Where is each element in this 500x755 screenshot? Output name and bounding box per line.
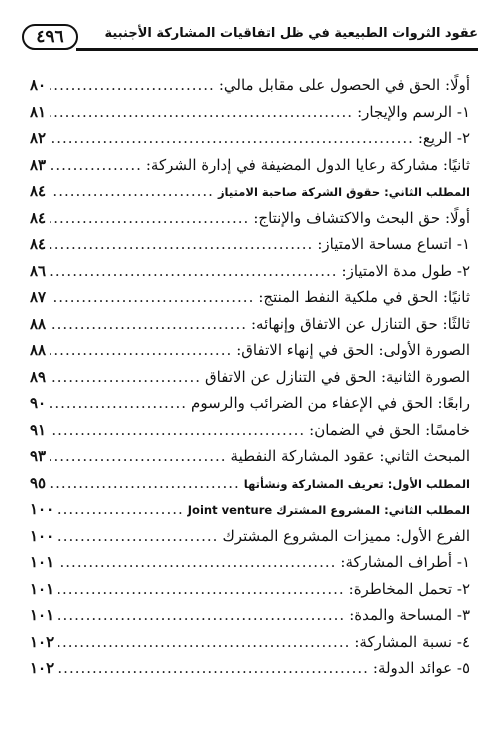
dot-leader [58,655,369,682]
toc-entry [30,496,470,523]
toc-entry [30,602,470,629]
toc-entry [30,205,470,232]
dot-leader [50,178,214,205]
toc-entry [30,99,470,126]
toc-entry [30,470,470,497]
toc-entry-page: ٩٣ [30,447,47,465]
dot-leader [58,602,345,629]
toc-entry-page: ٨٤ [30,235,47,253]
toc-entry-title: ٤- نسبة المشاركة: [354,632,470,651]
toc-entry-page: ٨٠ [30,76,47,94]
toc-entry [30,311,470,338]
toc-entry-title: ٥- عوائد الدولة: [372,659,470,677]
toc-entry-page: ٩٥ [30,473,47,492]
toc-entry-title: ٢- طول مدة الامتياز: [341,261,470,280]
toc-entry [30,549,470,576]
dot-leader [50,337,232,364]
toc-entry-page: ٨٣ [30,155,47,174]
toc-entry-title: المطلب الأول: تعريف المشاركة ونشأتها [243,476,470,491]
toc-entry [30,72,470,99]
toc-entry-page: ٩٠ [30,394,47,412]
dot-leader [50,99,353,126]
toc-entry-title: أولًا: الحق في الحصول على مقابل مالي: [218,76,470,94]
toc-entry-page: ٨٤ [30,182,47,200]
toc-entry [30,629,470,656]
toc-entry-title: ١- أطراف المشاركة: [340,553,470,571]
toc-entry-page: ٨٢ [30,129,47,147]
toc-entry-page: ٨٧ [30,288,47,306]
dot-leader [50,231,313,258]
dot-leader [50,364,201,391]
toc-entry-title: المطلب الثاني: حقوق الشركة صاحبة الامتياز [217,185,470,199]
toc-entry-page: ١٠١ [30,553,55,571]
page-number-badge: ٤٩٦ [22,24,78,50]
dot-leader [50,390,187,417]
dot-leader [50,470,240,497]
toc-entry-page: ٨١ [30,102,47,121]
toc-entry [30,576,470,603]
dot-leader [58,496,184,523]
toc-entry [30,152,470,179]
toc-entry-page: ٨٨ [30,314,47,333]
dot-leader [50,443,226,470]
toc-entry [30,125,470,152]
dot-leader [58,576,344,603]
dot-leader [50,205,249,232]
toc-entry-title: المطلب الثاني: المشروع المشترك Joint venture [187,503,470,517]
dot-leader [50,258,337,285]
toc-entry-title: ثانيًا: الحق في ملكية النفط المنتج: [258,288,470,306]
toc-entry-page: ٩١ [30,420,47,439]
toc-entry-title: ثالثًا: حق التنازل عن الاتفاق وإنهائه: [251,314,470,333]
toc-entry-page: ١٠١ [30,579,55,598]
toc-entry [30,523,470,550]
toc-entry-page: ٨٤ [30,208,47,227]
page-header [22,24,478,54]
toc-entry-title: المبحث الثاني: عقود المشاركة النفطية [230,447,470,465]
toc-entry-page: ١٠٠ [30,500,55,518]
toc-entry-title: ٢- الريع: [417,129,470,147]
toc-entry-page: ١٠٢ [30,659,55,677]
toc-entry-page: ١٠٠ [30,526,55,545]
header-rule [76,48,478,51]
dot-leader [50,417,305,444]
toc-entry-title: الصورة الأولى: الحق في إنهاء الاتفاق: [236,341,470,359]
toc-entry-page: ١٠٢ [30,632,55,651]
toc-entry [30,364,470,391]
toc-entry-page: ٨٩ [30,367,47,386]
toc-entry [30,655,470,682]
toc-entry-title: ٢- تحمل المخاطرة: [348,579,470,598]
toc-entry-page: ٨٦ [30,261,47,280]
dot-leader [50,72,215,99]
toc-entry-page: ١٠١ [30,606,55,624]
dot-leader [58,549,336,576]
running-title: عقود الثروات الطبيعية في ظل اتفاقيات المشاركة الأجنبية [104,26,478,41]
dot-leader [50,284,254,311]
toc-entry-title: الفرع الأول: مميزات المشروع المشترك [222,526,470,545]
toc-entry-page: ٨٨ [30,341,47,359]
toc-entry-title: رابعًا: الحق في الإعفاء من الضرائب والرسوم [191,394,470,412]
dot-leader [58,523,218,550]
toc-entry-title: ثانيًا: مشاركة رعايا الدول المضيفة في إدارة الشركة: [145,155,470,174]
toc-entry [30,178,470,205]
toc-entry-title: خامسًا: الحق في الضمان: [309,420,470,439]
toc-entry [30,284,470,311]
dot-leader [50,125,414,152]
dot-leader [50,152,142,179]
dot-leader [58,629,350,656]
dot-leader [50,311,247,338]
toc-entry [30,258,470,285]
toc-entry-title: الصورة الثانية: الحق في التنازل عن الاتفاق [204,367,470,386]
toc-entry-title: أولًا: حق البحث والاكتشاف والإنتاج: [253,208,470,227]
toc-entry [30,390,470,417]
toc-entry [30,417,470,444]
toc-entry [30,231,470,258]
toc-entry [30,337,470,364]
toc-entry-title: ١- اتساع مساحة الامتياز: [317,235,470,253]
toc-entry-title: ١- الرسم والإيجار: [357,102,470,121]
table-of-contents [30,72,470,682]
toc-entry-title: ٣- المساحة والمدة: [349,606,470,624]
toc-entry [30,443,470,470]
